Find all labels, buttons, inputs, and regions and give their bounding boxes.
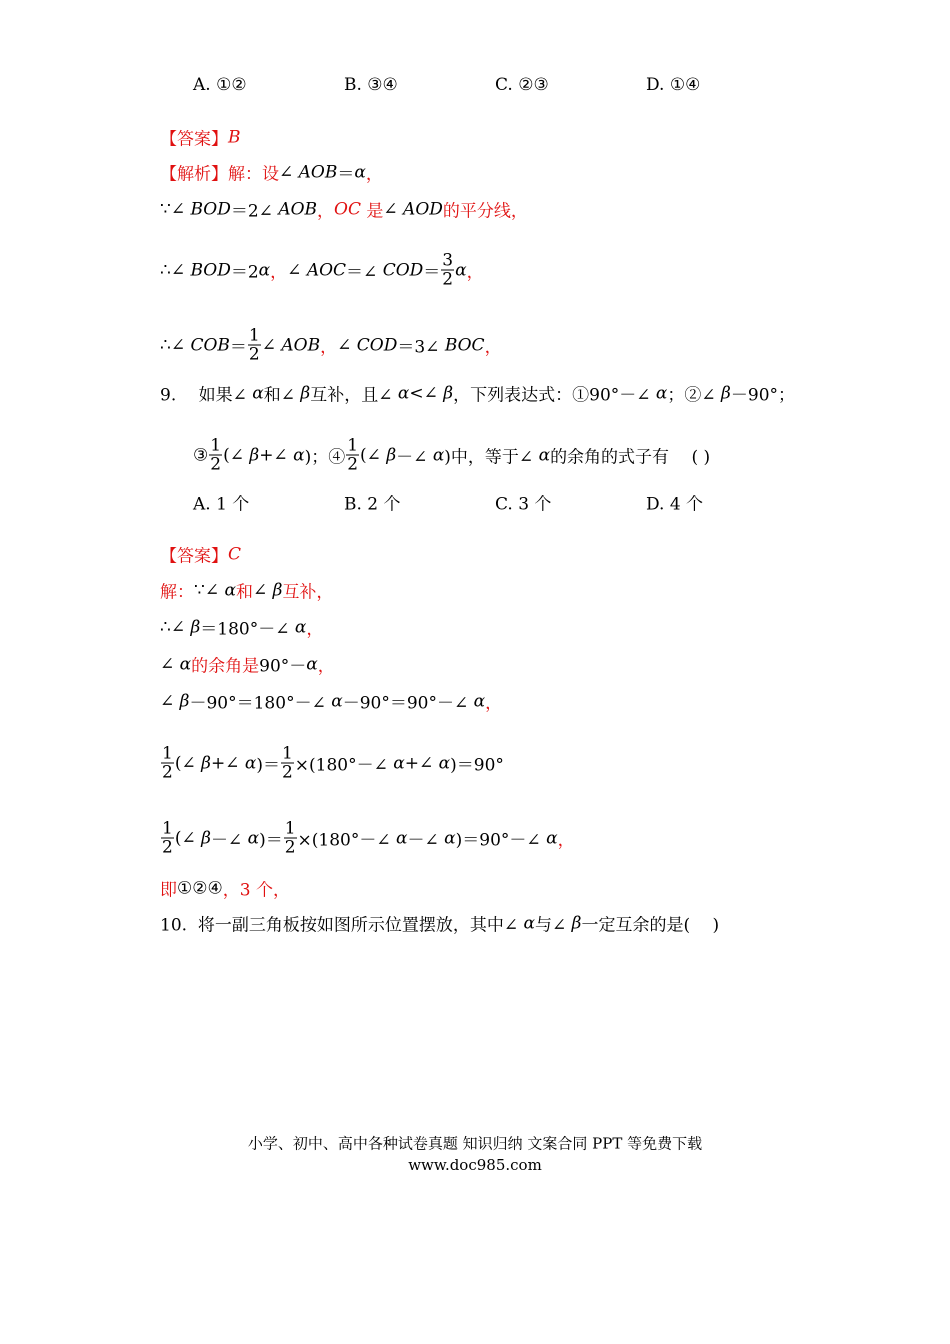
text-segment: ＝∠	[346, 262, 383, 283]
text-segment: α	[546, 828, 558, 848]
text-segment: ，	[317, 201, 335, 222]
text-segment: B	[228, 127, 241, 147]
fraction	[248, 327, 261, 364]
text-segment: α	[438, 753, 451, 773]
text-segment: )＝90°－∠	[455, 830, 547, 851]
text-segment: <∠	[409, 383, 444, 403]
text-segment: β	[386, 445, 397, 465]
text-segment: －90°＝180°－∠	[189, 693, 332, 714]
text-line	[160, 381, 795, 406]
text-segment: ∠	[287, 260, 307, 280]
text-segment: 【答案】	[160, 546, 228, 567]
text-segment: 的余角是	[191, 656, 260, 677]
text-segment: +∠	[259, 445, 294, 465]
text-segment: 10. 将一副三角板按如图所示位置摆放，其中∠	[160, 915, 524, 936]
text-segment: ＝	[229, 337, 247, 358]
text-segment: α	[331, 691, 343, 711]
text-segment: AOB	[281, 335, 321, 355]
text-segment: ①②④	[177, 878, 223, 898]
text-segment: ，	[557, 830, 575, 851]
denominator: 2	[281, 762, 293, 783]
text-segment: α	[655, 383, 668, 403]
text-segment: ＝180°－∠	[200, 619, 295, 640]
fraction	[209, 437, 222, 474]
text-line	[160, 197, 528, 222]
text-line	[160, 327, 502, 364]
text-segment: ，	[270, 262, 288, 283]
text-line	[160, 745, 504, 782]
text-segment: β	[443, 383, 454, 403]
text-line	[160, 125, 241, 150]
text-line	[160, 578, 333, 603]
text-segment: α	[179, 654, 192, 674]
text-segment: ，	[365, 164, 383, 185]
text-segment: α	[393, 753, 405, 773]
text-segment: 的余角的式子有 ( )	[550, 447, 711, 468]
text-segment: α	[294, 617, 307, 637]
fraction	[441, 252, 454, 289]
numerator: 1	[210, 435, 222, 456]
text-segment: )；④	[304, 447, 346, 468]
text-segment: ∠	[261, 335, 282, 355]
text-segment: ③	[193, 445, 209, 465]
footer-text: 小学、初中、高中各种试卷真题 知识归纳 文案合同 PPT 等免费下载	[247, 1134, 703, 1153]
text-segment: ，3 个，	[222, 880, 290, 901]
numerator: 1	[248, 325, 260, 346]
text-segment: 的平分线，	[442, 201, 528, 222]
text-segment: ∵∠	[194, 580, 225, 600]
text-segment: 【答案】	[160, 129, 228, 150]
text-segment: α	[396, 828, 408, 848]
text-segment: α	[523, 913, 535, 933]
text-segment: AOD	[403, 199, 443, 219]
denominator: 2	[210, 454, 222, 475]
text-segment: ∴∠	[160, 335, 191, 355]
text-segment: 互补，	[282, 582, 334, 603]
text-segment: 【解析】解：设	[160, 164, 279, 185]
text-segment: ∠	[279, 162, 299, 182]
fraction	[346, 437, 359, 474]
fraction	[281, 745, 294, 782]
text-segment: β	[300, 383, 311, 403]
text-segment: ∠	[160, 654, 180, 674]
text-segment: )＝90°	[450, 755, 504, 776]
text-segment: ＝2∠	[230, 201, 279, 222]
text-segment: ，	[317, 656, 335, 677]
text-segment: ＝	[337, 164, 355, 185]
text-segment: 一定互余的是( )	[581, 915, 720, 936]
text-segment: α	[432, 445, 445, 465]
text-line	[160, 911, 719, 936]
fraction	[161, 820, 174, 857]
answer-option: C. 3 个	[495, 494, 552, 515]
text-segment: 互补，且∠	[310, 385, 398, 406]
text-segment: 是	[360, 201, 384, 222]
text-segment: COD	[382, 260, 424, 280]
text-segment: ×(180°－∠	[297, 830, 397, 851]
fraction	[161, 745, 174, 782]
text-segment: 即	[160, 880, 177, 901]
text-line	[160, 542, 241, 567]
text-segment: 和	[235, 582, 253, 603]
text-segment: 和∠	[263, 385, 301, 406]
numerator: 1	[281, 743, 293, 764]
text-segment: －90°；	[730, 385, 796, 406]
denominator: 2	[162, 762, 173, 783]
text-segment: α	[293, 445, 305, 465]
text-segment: ，	[320, 337, 338, 358]
text-segment: ；②∠	[667, 385, 722, 406]
text-segment: β	[249, 445, 260, 465]
text-segment: )中，等于∠	[444, 447, 539, 468]
text-segment: β	[272, 580, 283, 600]
numerator: 1	[162, 743, 173, 764]
text-segment: )＝	[256, 755, 280, 776]
denominator: 2	[347, 454, 359, 475]
text-segment: ∠	[252, 580, 273, 600]
answer-option: B. 2 个	[344, 494, 401, 515]
text-segment: AOC	[306, 260, 347, 280]
text-segment: α	[397, 383, 410, 403]
text-segment: ×(180°－∠	[294, 755, 394, 776]
text-line	[160, 160, 383, 185]
text-segment: (∠	[174, 828, 202, 848]
text-segment: ＝2	[230, 262, 259, 283]
text-segment: α	[306, 654, 318, 674]
text-segment: AOB	[298, 162, 338, 182]
text-segment: 90°－	[259, 656, 307, 677]
text-segment: ，	[484, 337, 502, 358]
text-segment: α	[244, 753, 257, 773]
text-segment: (∠	[360, 445, 387, 465]
text-segment: BOD	[190, 260, 231, 280]
text-segment: ，	[306, 619, 324, 640]
text-segment: AOB	[278, 199, 318, 219]
denominator: 2	[442, 269, 454, 290]
text-segment: α	[444, 828, 456, 848]
text-segment: β	[179, 691, 190, 711]
text-segment: α	[455, 260, 467, 280]
text-segment: 解：	[160, 582, 194, 603]
text-segment: ∠	[337, 335, 357, 355]
text-segment: ，下列表达式：①90°－∠	[453, 385, 656, 406]
denominator: 2	[248, 344, 260, 365]
text-segment: ∠	[160, 691, 180, 711]
text-segment: COB	[190, 335, 230, 355]
text-segment: C	[228, 544, 242, 564]
text-segment: β	[201, 828, 211, 848]
text-segment: ∴∠	[160, 260, 191, 280]
fraction	[284, 820, 297, 857]
text-segment: ，	[485, 693, 503, 714]
text-segment: 与∠	[534, 915, 572, 936]
numerator: 3	[442, 250, 454, 271]
text-segment: α	[538, 445, 551, 465]
text-segment: ＝3∠	[397, 337, 445, 358]
text-segment: －90°＝90°－∠	[342, 693, 474, 714]
text-segment: ，	[466, 262, 484, 283]
text-segment: BOD	[190, 199, 231, 219]
numerator: 1	[284, 818, 296, 839]
answer-option: D. ①④	[646, 75, 701, 95]
footer-url[interactable]: www.doc985.com	[408, 1156, 542, 1174]
text-segment: COD	[356, 335, 398, 355]
denominator: 2	[284, 837, 296, 858]
numerator: 1	[162, 818, 173, 839]
text-segment: OC	[334, 199, 361, 219]
text-line	[160, 252, 484, 289]
text-segment: －∠	[407, 830, 445, 851]
text-line	[160, 876, 290, 901]
text-line	[160, 689, 502, 714]
text-segment: (∠	[223, 445, 250, 465]
answer-option: A. ①②	[193, 75, 247, 95]
text-segment: 9.	[160, 385, 199, 406]
text-line	[160, 820, 575, 857]
answer-option: D. 4 个	[646, 494, 704, 515]
text-segment: α	[473, 691, 486, 711]
text-segment: α	[354, 162, 366, 182]
text-segment: β	[721, 383, 731, 403]
text-segment: (∠	[174, 753, 202, 773]
text-segment: β	[201, 753, 211, 773]
text-segment: －∠	[210, 830, 248, 851]
text-segment: β	[571, 913, 582, 933]
text-segment: α	[224, 580, 236, 600]
text-segment: α	[247, 828, 260, 848]
text-segment: α	[252, 383, 264, 403]
answer-option: A. 1 个	[193, 494, 250, 515]
text-segment: ∵∠	[160, 199, 191, 219]
answer-option: C. ②③	[495, 75, 549, 95]
text-segment: ∴∠	[160, 617, 191, 637]
text-segment: BOC	[444, 335, 485, 355]
text-segment: +∠	[210, 753, 245, 773]
text-segment: ∠	[383, 199, 404, 219]
numerator: 1	[347, 435, 359, 456]
denominator: 2	[162, 837, 173, 858]
text-segment: +∠	[404, 753, 439, 773]
answer-option: B. ③④	[344, 75, 398, 95]
text-segment: β	[190, 617, 201, 637]
text-segment: ＝	[423, 262, 441, 283]
text-segment: －∠	[396, 447, 433, 468]
text-line	[193, 437, 710, 474]
text-segment: )＝	[259, 830, 283, 851]
text-segment: 如果∠	[198, 385, 253, 406]
text-segment: α	[258, 260, 271, 280]
text-line	[160, 615, 323, 640]
text-line	[160, 652, 335, 677]
